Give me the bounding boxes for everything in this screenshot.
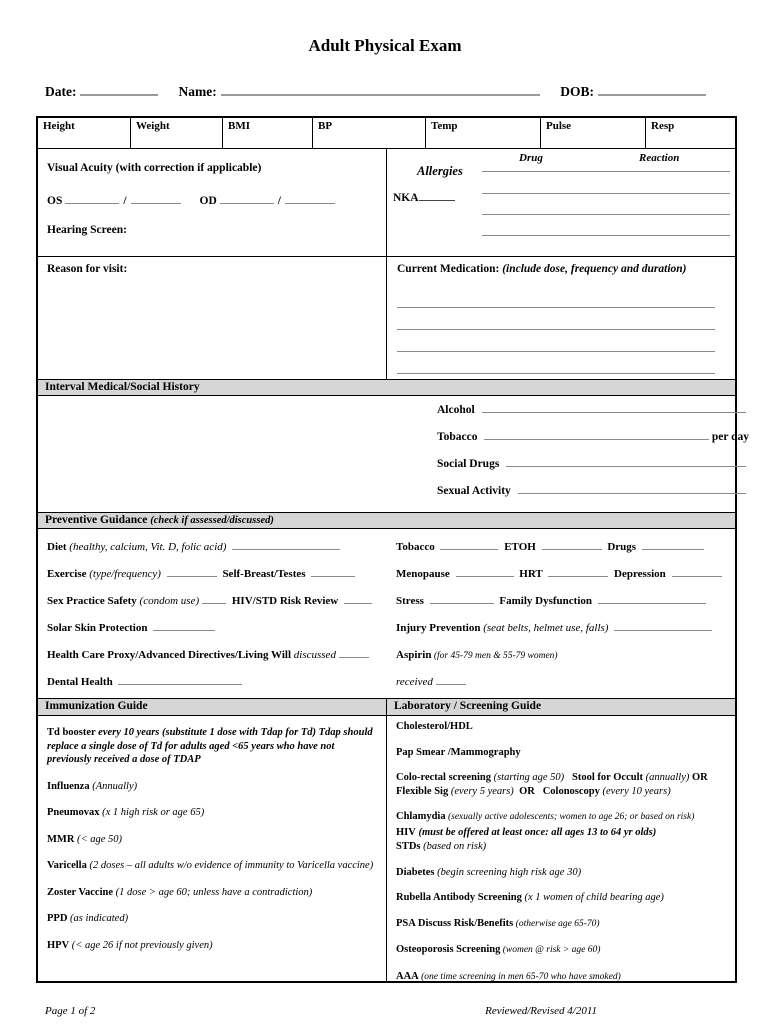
text-segment: Injury Prevention	[396, 622, 481, 634]
allergy-fill-line[interactable]	[482, 193, 730, 194]
text-segment: (seat belts, helmet use, falls)	[480, 622, 612, 634]
immunization-item	[47, 726, 378, 767]
os-fill-line-1[interactable]	[65, 193, 119, 204]
fill-line[interactable]	[642, 539, 704, 550]
immunization-item	[47, 859, 378, 873]
od-fill-line-1[interactable]	[220, 193, 274, 204]
text-segment: Exercise	[47, 568, 87, 580]
social-drugs-row	[437, 456, 749, 483]
fill-line[interactable]	[430, 593, 494, 604]
text-segment: Tobacco	[396, 541, 438, 553]
hearing-screen-label: Hearing Screen:	[47, 224, 127, 236]
lab-item	[396, 771, 727, 798]
preventive-item	[47, 618, 387, 645]
immunization-item	[47, 833, 378, 847]
fill-line[interactable]	[672, 566, 722, 577]
visit-medication-row	[38, 257, 735, 380]
text-segment: Influenza	[47, 780, 90, 792]
text-segment: HIV/STD Risk Review	[229, 595, 341, 607]
preventive-item	[47, 645, 387, 672]
footer-page-number: Page 1 of 2	[45, 1005, 96, 1017]
text-segment: (type/frequency)	[86, 568, 164, 580]
text-segment: (as indicated)	[67, 913, 129, 924]
allergies-label: Allergies	[417, 164, 463, 178]
text-segment: (one time screening in men 65-70 who have smoked)	[418, 971, 621, 981]
drug-column-header: Drug	[519, 152, 543, 164]
fill-line[interactable]	[614, 620, 712, 631]
os-fill-line-2[interactable]	[131, 193, 181, 204]
lab-screening-list	[387, 716, 735, 981]
nka-text: NKA	[393, 192, 419, 204]
preventive-section-header	[38, 513, 735, 529]
medication-fill-line[interactable]	[397, 330, 715, 352]
medication-cell	[387, 257, 735, 379]
lab-item	[396, 917, 727, 932]
text-segment: (every 5 years)	[448, 785, 514, 797]
lab-screening-guide-header: Laboratory / Screening Guide	[387, 699, 735, 715]
reaction-column-header: Reaction	[639, 152, 680, 164]
text-segment: Stool for Occult	[564, 772, 644, 783]
text-segment: Solar Skin Protection	[47, 622, 151, 634]
guide-content-row	[38, 716, 735, 981]
current-medication-label: Current Medication:	[397, 263, 500, 275]
lab-item	[396, 810, 727, 825]
lab-item	[396, 826, 727, 840]
text-segment: AAA	[396, 970, 419, 981]
text-segment: (2 doses – all adults w/o evidence of immunity to Varicella vaccine)	[86, 860, 374, 871]
text-segment: (begin screening high risk age 30)	[434, 866, 582, 878]
lab-item	[396, 840, 727, 854]
text-segment: Sex Practice Safety	[47, 595, 137, 607]
interval-content	[38, 396, 749, 513]
visual-acuity-label: Visual Acuity (with correction if applicable)	[47, 162, 262, 174]
lab-item	[396, 866, 727, 880]
preventive-item	[396, 618, 735, 645]
per-day-label: per day	[711, 431, 749, 443]
text-segment: Colo-rectal screening	[396, 772, 491, 783]
fill-line[interactable]	[344, 593, 372, 604]
text-segment: (x 1 high risk or age 65)	[99, 807, 205, 818]
page-footer	[45, 1005, 597, 1017]
text-segment: Pneumovax	[47, 807, 100, 818]
fill-line[interactable]	[339, 647, 369, 658]
text-segment: (starting age 50)	[490, 772, 565, 783]
medication-fill-line[interactable]	[397, 308, 715, 330]
fill-line[interactable]	[311, 566, 355, 577]
text-segment: Diet	[47, 541, 67, 553]
preventive-item	[47, 564, 387, 591]
slash: /	[123, 195, 127, 207]
text-segment: (every 10 years)	[599, 785, 671, 797]
vitals-row	[38, 118, 735, 149]
social-drugs-fill-line[interactable]	[506, 456, 746, 467]
lab-item	[396, 943, 727, 958]
od-label: OD	[199, 195, 217, 207]
vitals-cell-height[interactable]: Height	[38, 118, 131, 148]
slash: /	[277, 195, 281, 207]
allergy-fill-line[interactable]	[482, 235, 730, 236]
tobacco-label: Tobacco	[437, 431, 478, 443]
text-segment: Health Care Proxy/Advanced Directives/Living Will	[47, 649, 292, 661]
lab-item	[396, 891, 727, 905]
vitals-cell-temp[interactable]: Temp	[426, 118, 541, 148]
text-segment: (women @ risk > age 60)	[500, 945, 601, 955]
text-segment: (based on risk)	[420, 841, 487, 852]
tobacco-row	[437, 429, 749, 456]
text-segment: Pap Smear /Mammography	[396, 746, 521, 758]
text-segment: Family Dysfunction	[496, 595, 595, 607]
os-label: OS	[47, 195, 63, 207]
immunization-item	[47, 912, 378, 926]
nka-label	[393, 190, 455, 204]
lab-item	[396, 720, 727, 734]
vitals-cell-bp[interactable]: BP	[313, 118, 426, 148]
preventive-item	[396, 645, 735, 672]
alcohol-label: Alcohol	[437, 404, 475, 416]
lab-item	[396, 970, 727, 982]
immunization-guide-header: Immunization Guide	[38, 699, 387, 715]
preventive-item	[47, 591, 387, 618]
immunization-item	[47, 780, 378, 794]
preventive-item	[396, 564, 735, 591]
fill-line[interactable]	[598, 593, 706, 604]
alcohol-fill-line[interactable]	[482, 402, 746, 413]
text-segment: HRT	[516, 568, 546, 580]
tobacco-fill-line[interactable]	[484, 429, 708, 440]
text-segment: Chlamydia	[396, 811, 446, 822]
fill-line[interactable]	[202, 593, 226, 604]
medication-fill-line[interactable]	[397, 352, 715, 374]
dob-fill-line[interactable]	[598, 82, 706, 96]
text-segment: PPD	[47, 913, 68, 924]
current-medication-note: (include dose, frequency and duration)	[502, 263, 687, 275]
medication-lines	[397, 286, 725, 374]
fill-line[interactable]	[167, 566, 217, 577]
immunization-item	[47, 939, 378, 953]
os-od-row	[47, 193, 377, 207]
vitals-cell-bmi[interactable]: BMI	[223, 118, 313, 148]
text-segment: Drugs	[604, 541, 639, 553]
preventive-content	[38, 529, 735, 699]
text-segment: (must be offered at least once: all ages 13 to 64 yr olds)	[415, 826, 657, 838]
text-segment: (x 1 women of child bearing age)	[521, 892, 664, 903]
text-segment: (1 dose > age 60; unless have a contradiction)	[113, 886, 313, 898]
medication-fill-line[interactable]	[397, 286, 715, 308]
immunization-item	[47, 886, 378, 900]
vitals-cell-resp[interactable]: Resp	[651, 120, 675, 132]
text-segment: Zoster Vaccine	[47, 886, 114, 898]
text-segment: Aspirin	[396, 649, 432, 661]
text-segment: (sexually active adolescents; women to age 26; or based on risk)	[445, 812, 695, 822]
fill-line[interactable]	[548, 566, 608, 577]
text-segment: OR Colonoscopy	[513, 785, 600, 797]
vision-cell	[38, 149, 387, 256]
nka-fill-line[interactable]	[419, 190, 455, 201]
sexual-activity-row	[437, 483, 749, 510]
form-table	[36, 116, 749, 983]
preventive-item	[47, 672, 387, 698]
text-segment: (for 45-79 men & 55-79 women)	[431, 651, 558, 661]
preventive-item	[396, 591, 735, 618]
fill-line[interactable]	[456, 566, 514, 577]
text-segment: OR Flexible Sig	[396, 772, 708, 797]
text-segment: HIV	[396, 826, 416, 838]
text-segment: Stress	[396, 595, 427, 607]
text-segment: (condom use)	[136, 595, 200, 607]
lab-item	[396, 746, 727, 760]
text-segment: Td booster	[47, 727, 99, 738]
text-segment: PSA Discuss Risk/Benefits	[396, 917, 514, 929]
text-segment: Depression	[611, 568, 669, 580]
immunization-item	[47, 806, 378, 820]
vision-allergies-row	[38, 149, 735, 257]
preventive-item	[396, 537, 735, 564]
allergy-fill-line[interactable]	[482, 171, 730, 172]
reason-for-visit-label: Reason for visit:	[47, 263, 128, 275]
date-label: Date:	[45, 84, 77, 99]
text-segment: (healthy, calcium, Vit. D, folic acid)	[66, 541, 230, 553]
dob-label: DOB:	[560, 84, 594, 99]
identity-row	[45, 82, 712, 100]
preventive-item	[396, 672, 735, 698]
preventive-left-column	[38, 529, 387, 698]
allergy-fill-line[interactable]	[482, 214, 730, 215]
alcohol-row	[437, 402, 749, 429]
vitals-cell-pulse[interactable]: Pulse	[541, 118, 646, 148]
text-segment: Osteoporosis Screening	[396, 944, 501, 955]
fill-line[interactable]	[440, 539, 498, 550]
preventive-right-column	[387, 529, 735, 698]
fill-line[interactable]	[436, 674, 466, 685]
od-fill-line-2[interactable]	[285, 193, 335, 204]
preventive-header-note: (check if assessed/discussed)	[150, 515, 274, 526]
fill-line[interactable]	[542, 539, 602, 550]
preventive-header-label: Preventive Guidance	[45, 514, 148, 526]
date-fill-line[interactable]	[80, 82, 158, 96]
text-segment: received	[396, 676, 433, 688]
text-segment: every 10 years (substitute 1 dose with Tdap for Td) Tdap should replace a single dose of Td for adults aged <65 years who have not previously received a dose of TDAP	[47, 727, 373, 765]
allergies-cell	[387, 149, 735, 256]
text-segment: ETOH	[501, 541, 539, 553]
page-title: Adult Physical Exam	[308, 36, 462, 55]
text-segment: Self-Breast/Testes	[219, 568, 309, 580]
sexual-activity-fill-line[interactable]	[518, 483, 746, 494]
text-segment: Varicella	[47, 860, 87, 871]
text-segment: (otherwise age 65-70)	[513, 918, 600, 929]
text-segment: (< age 26 if not previously given)	[69, 939, 213, 951]
text-segment: STDs	[396, 841, 421, 852]
name-label: Name:	[178, 84, 217, 99]
interval-section-header: Interval Medical/Social History	[38, 380, 735, 396]
text-segment: MMR	[47, 833, 75, 845]
footer-revision: Reviewed/Revised 4/2011	[485, 1005, 597, 1017]
text-segment: Menopause	[396, 568, 453, 580]
text-segment: Cholesterol/HDL	[396, 721, 473, 732]
text-segment: Dental Health	[47, 676, 116, 688]
fill-line[interactable]	[153, 620, 215, 631]
guide-headers-row	[38, 699, 735, 716]
vitals-cell-weight[interactable]: Weight	[131, 118, 223, 148]
text-segment: (Annually)	[89, 780, 138, 792]
social-drugs-label: Social Drugs	[437, 458, 500, 470]
preventive-item	[47, 537, 387, 564]
fill-line[interactable]	[118, 674, 242, 685]
text-segment: discussed	[291, 649, 336, 661]
reason-cell[interactable]	[38, 257, 387, 379]
name-fill-line[interactable]	[221, 82, 541, 96]
sexual-activity-label: Sexual Activity	[437, 485, 511, 497]
interval-rows	[437, 402, 749, 510]
fill-line[interactable]	[232, 539, 340, 550]
text-segment: Diabetes	[396, 866, 435, 878]
text-segment: (annually)	[643, 772, 690, 783]
text-segment: HPV	[47, 939, 70, 951]
text-segment: Rubella Antibody Screening	[396, 892, 522, 903]
immunization-list	[38, 716, 387, 981]
text-segment: (< age 50)	[74, 833, 123, 845]
